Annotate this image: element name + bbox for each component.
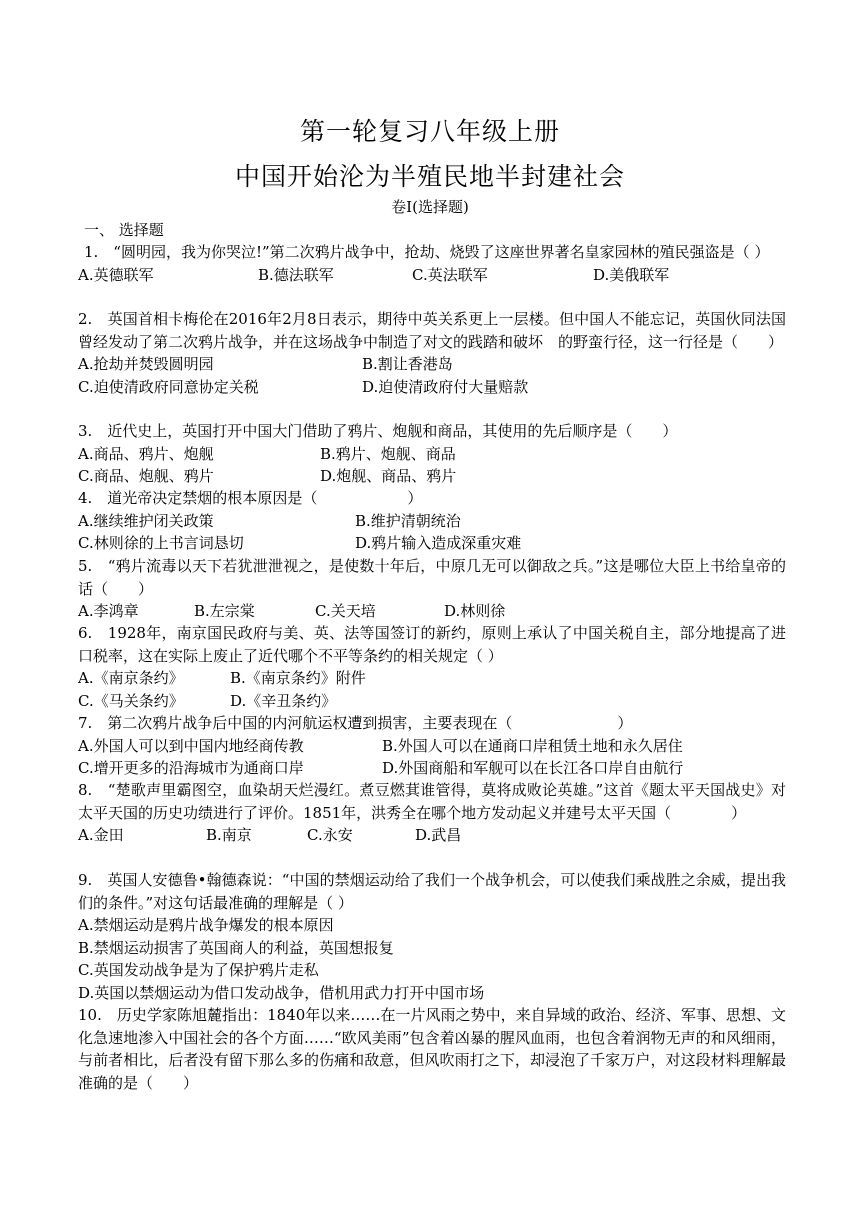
option-d: D.林则徐 [444, 602, 506, 620]
option-a: A.抢劫并焚毁圆明园 [78, 355, 214, 373]
options-row [78, 757, 786, 780]
options-row [78, 264, 786, 287]
option-d: D.迫使清政府付大量赔款 [362, 377, 529, 396]
option-a: A.继续维护闭关政策 [78, 511, 214, 530]
option-a: A.英德联军 [78, 265, 154, 284]
option-c: C.英法联军 [412, 265, 488, 284]
option-d: D.外国商船和军舰可以在长江各口岸自由航行 [382, 759, 684, 777]
option-c: C.增开更多的沿海城市为通商口岸 [78, 759, 304, 777]
options-row [78, 600, 786, 623]
option-d: D.炮舰、商品、鸦片 [320, 467, 457, 485]
option-b: B.德法联军 [258, 265, 334, 284]
question-2 [78, 308, 786, 398]
option-b: B.南京 [206, 826, 252, 844]
option-b: B.外国人可以在通商口岸租赁土地和永久居住 [382, 736, 683, 755]
option-b: B.左宗棠 [194, 602, 255, 620]
question-10 [78, 1004, 786, 1094]
question-7 [78, 712, 786, 780]
question-stem: 3. 近代史上，英国打开中国大门借助了鸦片、炮舰和商品，其使用的先后顺序是（ ） [78, 422, 678, 440]
option-a: A.商品、鸦片、炮舰 [78, 444, 214, 463]
options-row [78, 667, 786, 690]
option-c: C.英国发动战争是为了保护鸦片走私 [78, 961, 319, 979]
question-1 [78, 241, 786, 286]
option-c: C.关天培 [315, 602, 376, 620]
option-b: B.鸦片、炮舰、商品 [320, 444, 456, 463]
question-stem: 7. 第二次鸦片战争后中国的内河航运权遭到损害，主要表现在（ ） [78, 714, 633, 732]
options-row [78, 443, 786, 466]
option-a: A.李鸿章 [78, 602, 139, 620]
question-stem: 2. 英国首相卡梅伦在2016年2月8日表示，期待中英关系更上一层楼。但中国人不能忘记，英国伙同法国曾经发动了第二次鸦片战争，并在这场战争中制造了对文的践踏和破坏 的野蛮行径，这一行径是（ ） [78, 310, 786, 351]
options-row [78, 690, 786, 713]
option-b: B.《南京条约》附件 [230, 669, 366, 687]
option-c: C.迫使清政府同意协定关税 [78, 377, 259, 396]
question-stem: 9. 英国人安德鲁•翰德森说：“中国的禁烟运动给了我们一个战争机会，可以使我们乘战胜之余威，提出我们的条件。”对这句话最准确的理解是（ ） [78, 871, 786, 912]
option-a: A.《南京条约》 [78, 669, 184, 687]
question-3 [78, 420, 786, 488]
option-a: A.金田 [78, 826, 124, 844]
question-stem: 1. “圆明园，我为你哭泣!”第二次鸦片战争中，抢劫、烧毁了这座世界著名皇家园林的殖民强盗是（ ） [84, 243, 770, 261]
option-a: A.外国人可以到中国内地经商传教 [78, 736, 304, 755]
question-9 [78, 869, 786, 1004]
options-row [78, 376, 786, 399]
option-d: D.《辛丑条约》 [230, 691, 337, 710]
question-stem: 6. 1928年，南京国民政府与美、英、法等国签订的新约，原则上承认了中国关税自主，部分地提高了进口税率，这在实际上废止了近代哪个不平等条约的相关规定（ ） [78, 624, 786, 665]
options-row [78, 735, 786, 758]
option-b: B.禁烟运动损害了英国商人的利益，英国想报复 [78, 938, 394, 957]
question-stem: 10. 历史学家陈旭麓指出：1840年以来……在一片风雨之势中，来自异域的政治、经济、军事、思想、文化急速地渗入中国社会的各个方面……“欧风美雨”包含着凶暴的腥风血雨，也包含着润物无声的和风细雨，与前者相比，后者没有留下那么多的伤痛和敌意，但风吹雨打之下，却浸泡了千家万户，对这段材料理解最准确的是（ ） [78, 1006, 786, 1092]
question-stem: 4. 道光帝决定禁烟的根本原因是（ ） [78, 489, 423, 507]
options-row [78, 824, 786, 847]
options-row [78, 510, 786, 533]
option-b: B.割让香港岛 [362, 355, 453, 373]
question-stem: 8. “楚歌声里霸图空，血染胡天烂漫红。煮豆燃萁谁管得，莫将成败论英雄。”这首《题太平天国战史》对太平天国的历史功绩进行了评价。1851年，洪秀全在哪个地方发动起义并建号太平天国（ ） [78, 781, 786, 822]
part-heading: 一、 选择题 [84, 221, 164, 239]
page-title: 第一轮复习八年级上册 [299, 117, 560, 146]
question-5 [78, 555, 786, 623]
option-c: C.商品、炮舰、鸦片 [78, 467, 214, 485]
option-c: C.永安 [307, 826, 353, 844]
option-b: B.维护清朝统治 [355, 511, 461, 530]
option-c: C.《马关条约》 [78, 691, 184, 710]
option-d: D.美俄联军 [593, 265, 670, 284]
option-d: D.武昌 [415, 826, 462, 844]
option-c: C.林则徐的上书言词恳切 [78, 534, 244, 552]
option-a: A.禁烟运动是鸦片战争爆发的根本原因 [78, 916, 334, 934]
options-row [78, 532, 786, 555]
question-4 [78, 487, 786, 555]
question-stem: 5. “鸦片流毒以天下若犹泄泄视之，是使数十年后，中原几无可以御敌之兵。”这是哪位大臣上书给皇帝的话（ ） [78, 557, 786, 598]
options-row [78, 353, 786, 376]
options-row [78, 465, 786, 488]
option-d: D.鸦片输入造成深重灾难 [355, 534, 522, 552]
question-6 [78, 622, 786, 712]
question-8 [78, 779, 786, 847]
paper-section-label: 卷Ⅰ(选择题) [391, 198, 469, 216]
page-subtitle: 中国开始沦为半殖民地半封建社会 [234, 162, 625, 191]
option-d: D.英国以禁烟运动为借口发动战争，借机用武力打开中国市场 [78, 983, 485, 1002]
